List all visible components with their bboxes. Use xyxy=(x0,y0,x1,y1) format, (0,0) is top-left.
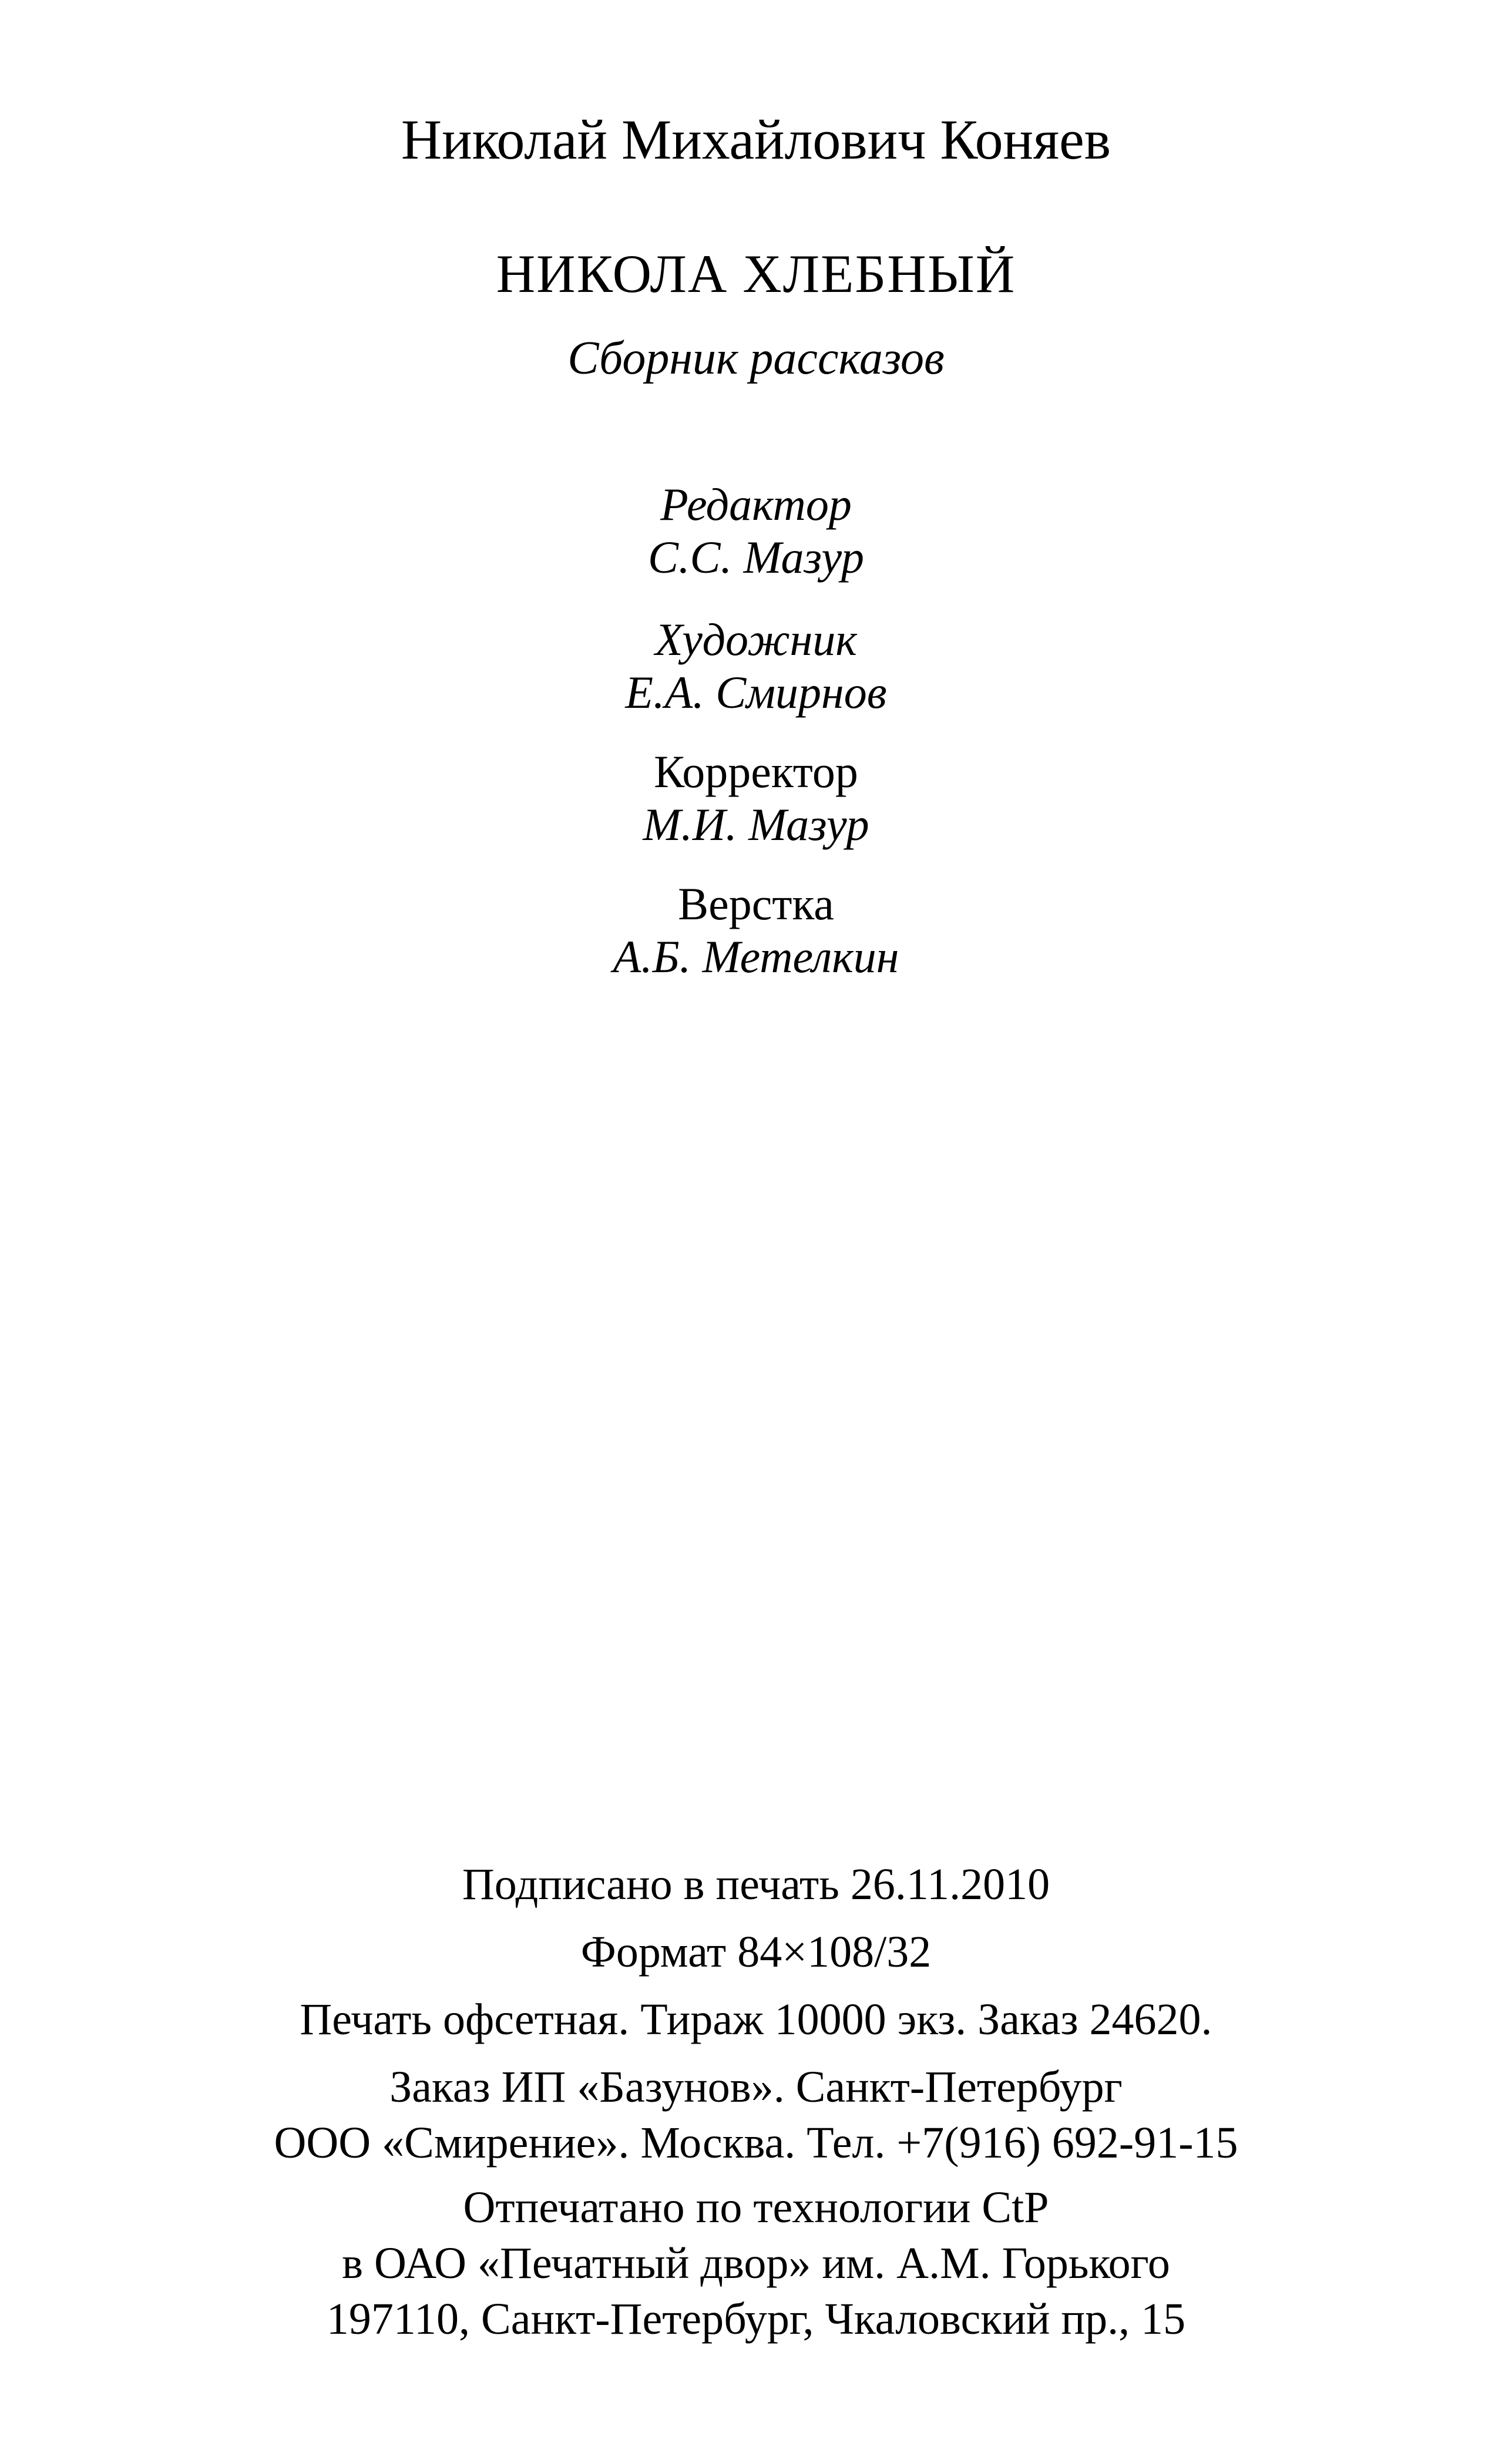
imprint-tech: Отпечатано по технологии CtP xyxy=(463,2183,1049,2232)
credit-name-layout: А.Б. Метелкин xyxy=(613,931,899,982)
imprint-address: 197110, Санкт-Петербург, Чкаловский пр., 15 xyxy=(326,2294,1186,2344)
credit-role-layout: Верстка xyxy=(678,878,834,929)
book-subtitle: Сборник рассказов xyxy=(567,332,945,384)
imprint-format: Формат 84×108/32 xyxy=(580,1927,932,1977)
credit-name-proofreader: М.И. Мазур xyxy=(643,799,869,850)
imprint-company: ООО «Смирение». Москва. Тел. +7(916) 692-91-15 xyxy=(274,2118,1238,2168)
imprint-printer: в ОАО «Печатный двор» им. А.М. Горького xyxy=(342,2239,1170,2288)
book-title: НИКОЛА ХЛЕБНЫЙ xyxy=(496,244,1016,304)
credit-role-artist: Художник xyxy=(655,614,857,665)
imprint-print: Печать офсетная. Тираж 10000 экз. Заказ 24620. xyxy=(300,1995,1212,2044)
imprint-signed: Подписано в печать 26.11.2010 xyxy=(462,1860,1050,1909)
credit-role-proofreader: Корректор xyxy=(654,746,858,797)
credit-name-artist: Е.А. Смирнов xyxy=(625,667,887,718)
credit-role-editor: Редактор xyxy=(660,479,852,530)
imprint-order: Заказ ИП «Базунов». Санкт-Петербург xyxy=(389,2062,1123,2112)
book-author: Николай Михайлович Коняев xyxy=(401,108,1111,171)
credit-name-editor: С.С. Мазур xyxy=(648,532,864,583)
